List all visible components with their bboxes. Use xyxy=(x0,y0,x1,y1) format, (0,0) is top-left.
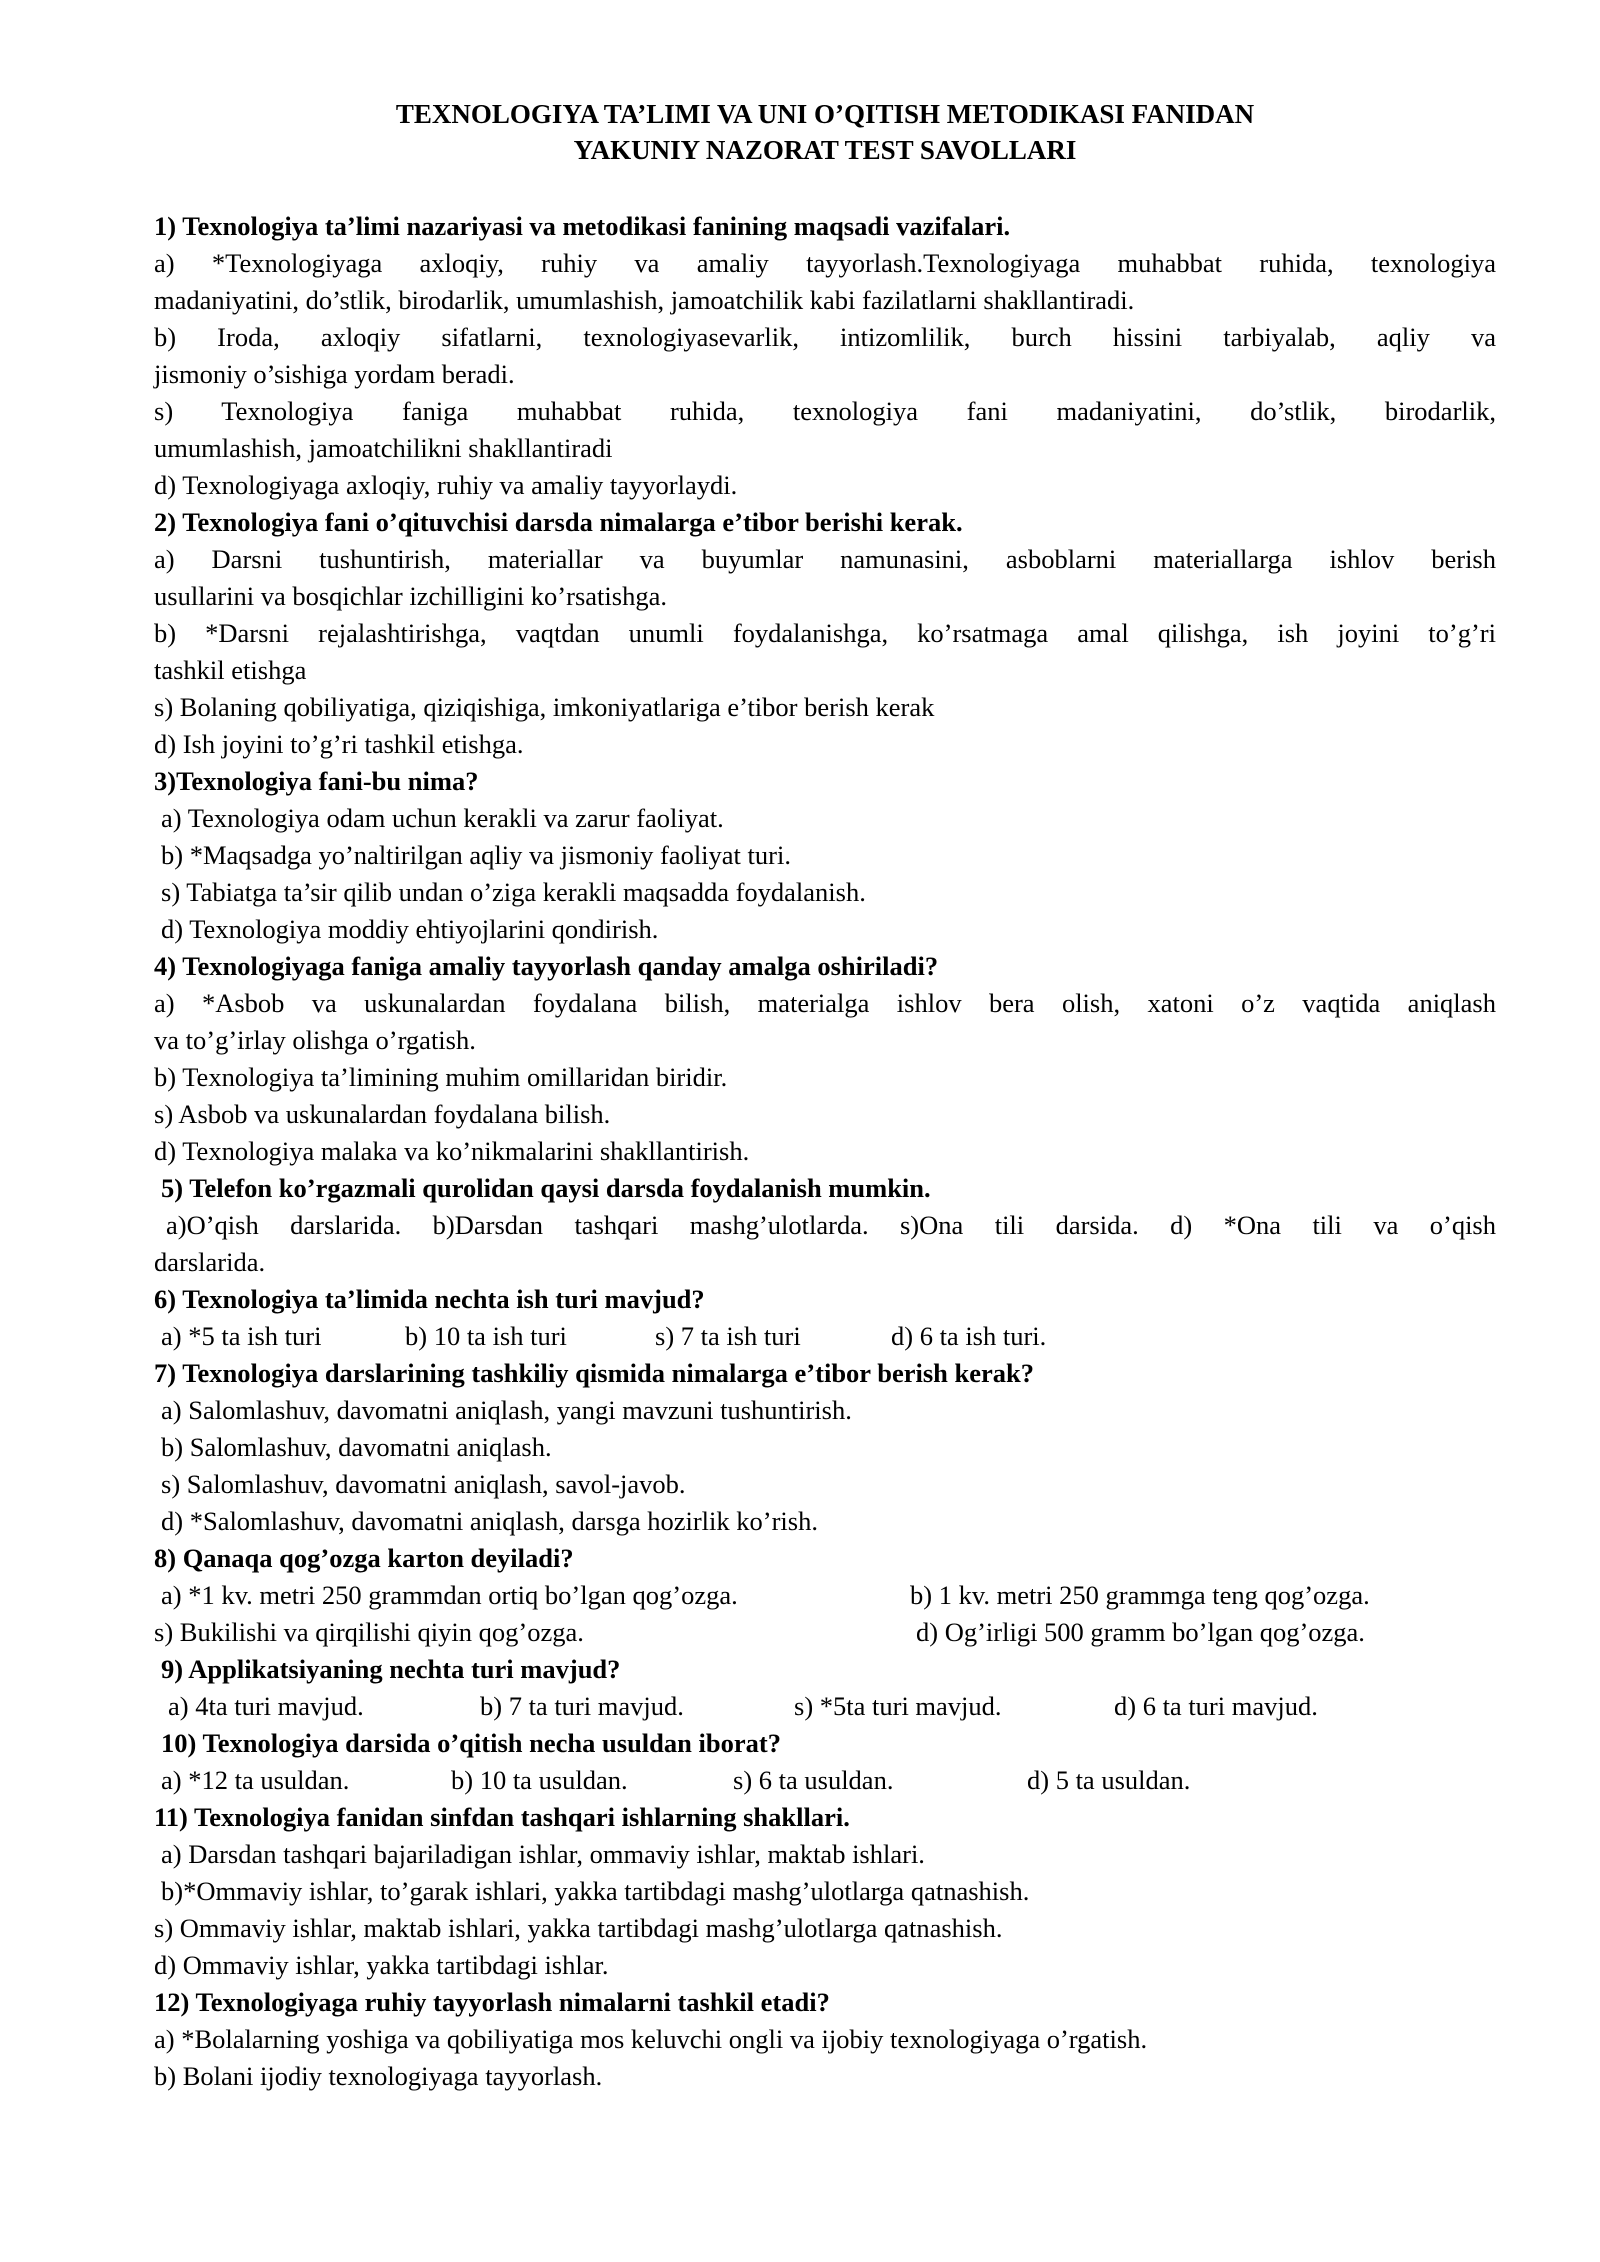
question-7: 7) Texnologiya darslarining tashkiliy qismida nimalarga e’tibor berish kerak? xyxy=(154,1358,1035,1388)
answer-2d: d) Ish joyini to’g’ri tashkil etishga. xyxy=(154,729,524,759)
answer-3b: b) *Maqsadga yo’naltirilgan aqliy va jismoniy faoliyat turi. xyxy=(161,840,791,870)
answer-6d: d) 6 ta ish turi. xyxy=(891,1321,1047,1351)
answer-8-row2 xyxy=(154,1614,1496,1651)
answer-2a-cont: usullarini va bosqichlar izchilligini ko’rsatishga. xyxy=(154,581,667,611)
question-6: 6) Texnologiya ta’limida nechta ish turi mavjud? xyxy=(154,1284,705,1314)
answer-9a: a) 4ta turi mavjud. xyxy=(168,1691,364,1721)
question-12: 12) Texnologiyaga ruhiy tayyorlash nimalarni tashkil etadi? xyxy=(154,1987,830,2017)
answer-7d: d) *Salomlashuv, davomatni aniqlash, darsga hozirlik ko’rish. xyxy=(161,1506,818,1536)
answer-8s: s) Bukilishi va qirqilishi qiyin qog’ozga. xyxy=(154,1617,584,1647)
answer-9-row xyxy=(154,1688,1496,1725)
answer-2a: a) Darsni tushuntirish, materiallar va buyumlar namunasini, asboblarni materiallarga ishlov berish xyxy=(154,544,1496,574)
question-list xyxy=(154,208,1496,2095)
question-3: 3)Texnologiya fani-bu nima? xyxy=(154,766,479,796)
answer-10s: s) 6 ta usuldan. xyxy=(733,1765,894,1795)
answer-1d: d) Texnologiyaga axloqiy, ruhiy va amaliy tayyorlaydi. xyxy=(154,470,738,500)
page-title: TEXNOLOGIYA TA’LIMI VA UNI O’QITISH METODIKASI FANIDAN xyxy=(395,99,1255,129)
answer-9s: s) *5ta turi mavjud. xyxy=(794,1691,1002,1721)
answer-11s: s) Ommaviy ishlar, maktab ishlari, yakka tartibdagi mashg’ulotlarga qatnashish. xyxy=(154,1913,1003,1943)
answer-4d: d) Texnologiya malaka va ko’nikmalarini shakllantirish. xyxy=(154,1136,750,1166)
answer-6-row xyxy=(154,1318,1496,1355)
question-11: 11) Texnologiya fanidan sinfdan tashqari ishlarning shakllari. xyxy=(154,1802,850,1832)
page-subtitle: YAKUNIY NAZORAT TEST SAVOLLARI xyxy=(573,135,1077,165)
answer-4s: s) Asbob va uskunalardan foydalana bilish. xyxy=(154,1099,611,1129)
answer-6b: b) 10 ta ish turi xyxy=(405,1321,567,1351)
question-9: 9) Applikatsiyaning nechta turi mavjud? xyxy=(161,1654,621,1684)
answer-12b: b) Bolani ijodiy texnologiyaga tayyorlash. xyxy=(154,2061,603,2091)
answer-10a: a) *12 ta usuldan. xyxy=(161,1765,350,1795)
answer-2b-cont: tashkil etishga xyxy=(154,655,307,685)
answer-4b: b) Texnologiya ta’limining muhim omillaridan biridir. xyxy=(154,1062,728,1092)
question-4: 4) Texnologiyaga faniga amaliy tayyorlash qanday amalga oshiriladi? xyxy=(154,951,939,981)
answer-8a: a) *1 kv. metri 250 grammdan ortiq bo’lgan qog’ozga. xyxy=(161,1580,738,1610)
answer-10d: d) 5 ta usuldan. xyxy=(1027,1765,1191,1795)
answer-4a-cont: va to’g’irlay olishga o’rgatish. xyxy=(154,1025,476,1055)
answer-9b: b) 7 ta turi mavjud. xyxy=(480,1691,684,1721)
answer-6s: s) 7 ta ish turi xyxy=(655,1321,801,1351)
answer-7s: s) Salomlashuv, davomatni aniqlash, savol-javob. xyxy=(161,1469,686,1499)
question-5: 5) Telefon ko’rgazmali qurolidan qaysi darsda foydalanish mumkin. xyxy=(161,1173,931,1203)
answer-1b-cont: jismoniy o’sishiga yordam beradi. xyxy=(154,359,515,389)
answer-5-line1: a)O’qish darslarida. b)Darsdan tashqari mashg’ulotlarda. s)Ona tili darsida. d) *Ona tili va o’qish xyxy=(166,1210,1496,1240)
answer-5-line2: darslarida. xyxy=(154,1247,266,1277)
answer-7b: b) Salomlashuv, davomatni aniqlash. xyxy=(161,1432,552,1462)
question-1: 1) Texnologiya ta’limi nazariyasi va metodikasi fanining maqsadi vazifalari. xyxy=(154,211,1011,241)
answer-2s: s) Bolaning qobiliyatiga, qiziqishiga, imkoniyatlariga e’tibor berish kerak xyxy=(154,692,935,722)
answer-7a: a) Salomlashuv, davomatni aniqlash, yangi mavzuni tushuntirish. xyxy=(161,1395,852,1425)
answer-3s: s) Tabiatga ta’sir qilib undan o’ziga kerakli maqsadda foydalanish. xyxy=(161,877,866,907)
answer-9d: d) 6 ta turi mavjud. xyxy=(1114,1691,1318,1721)
answer-10b: b) 10 ta usuldan. xyxy=(451,1765,628,1795)
answer-1s-cont: umumlashish, jamoatchilikni shakllantiradi xyxy=(154,433,613,463)
answer-2b: b) *Darsni rejalashtirishga, vaqtdan unumli foydalanishga, ko’rsatmaga amal qilishga, ish joyini to’g’ri xyxy=(154,618,1496,648)
question-10: 10) Texnologiya darsida o’qitish necha usuldan iborat? xyxy=(161,1728,781,1758)
answer-11a: a) Darsdan tashqari bajariladigan ishlar, ommaviy ishlar, maktab ishlari. xyxy=(161,1839,925,1869)
answer-3a: a) Texnologiya odam uchun kerakli va zarur faoliyat. xyxy=(161,803,724,833)
answer-1a: a) *Texnologiyaga axloqiy, ruhiy va amaliy tayyorlash.Texnologiyaga muhabbat ruhida, texnologiya xyxy=(154,248,1496,278)
answer-8-row1 xyxy=(154,1577,1496,1614)
answer-1b: b) Iroda, axloqiy sifatlarni, texnologiyasevarlik, intizomlilik, burch hissini tarbiyalab, aqliy va xyxy=(154,322,1496,352)
answer-8d: d) Og’irligi 500 gramm bo’lgan qog’ozga. xyxy=(916,1617,1365,1647)
answer-10-row xyxy=(154,1762,1496,1799)
question-8: 8) Qanaqa qog’ozga karton deyiladi? xyxy=(154,1543,574,1573)
answer-1a-cont: madaniyatini, do’stlik, birodarlik, umumlashish, jamoatchilik kabi fazilatlarni shakllantiradi. xyxy=(154,285,1135,315)
answer-8b: b) 1 kv. metri 250 grammga teng qog’ozga. xyxy=(910,1580,1370,1610)
answer-3d: d) Texnologiya moddiy ehtiyojlarini qondirish. xyxy=(161,914,659,944)
answer-12a: a) *Bolalarning yoshiga va qobiliyatiga mos keluvchi ongli va ijobiy texnologiyaga o’rgatish. xyxy=(154,2024,1148,2054)
answer-6a: a) *5 ta ish turi xyxy=(161,1321,322,1351)
answer-1s: s) Texnologiya faniga muhabbat ruhida, texnologiya fani madaniyatini, do’stlik, birodarlik, xyxy=(154,396,1496,426)
answer-4a: a) *Asbob va uskunalardan foydalana bilish, materialga ishlov bera olish, xatoni o’z vaqtida aniqlash xyxy=(154,988,1496,1018)
answer-11d: d) Ommaviy ishlar, yakka tartibdagi ishlar. xyxy=(154,1950,609,1980)
question-2: 2) Texnologiya fani o’qituvchisi darsda nimalarga e’tibor berishi kerak. xyxy=(154,507,963,537)
answer-11b: b)*Ommaviy ishlar, to’garak ishlari, yakka tartibdagi mashg’ulotlarga qatnashish. xyxy=(161,1876,1030,1906)
